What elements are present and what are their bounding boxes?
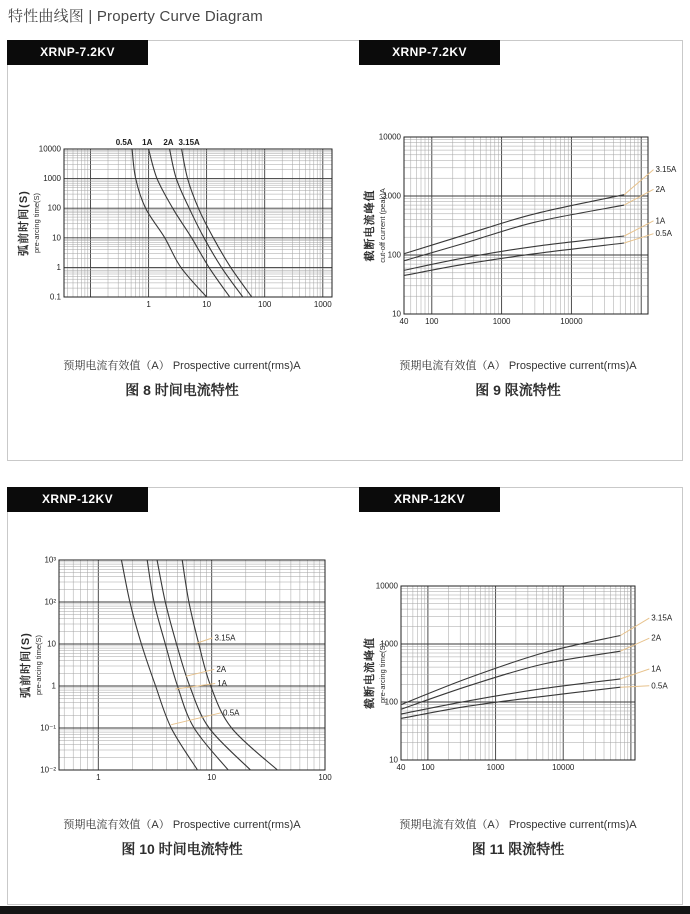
fig10-x-axis-label: 预期电流有效值（A） Prospective current(rms)A bbox=[63, 819, 301, 831]
svg-text:10000: 10000 bbox=[375, 581, 398, 591]
fig9-caption: 图 9 限流特性 bbox=[475, 382, 561, 398]
fig10-time-current-chart bbox=[13, 546, 347, 786]
fig11-x-axis-label: 预期电流有效值（A） Prospective current(rms)A bbox=[399, 819, 637, 831]
svg-text:100: 100 bbox=[387, 250, 401, 260]
fig9-cutoff-current-chart bbox=[359, 126, 685, 326]
svg-text:10000: 10000 bbox=[560, 317, 583, 326]
svg-text:1: 1 bbox=[51, 681, 56, 691]
fig8-x-axis-label: 预期电流有效值（A） Prospective current(rms)A bbox=[63, 360, 301, 372]
svg-text:1000: 1000 bbox=[492, 317, 511, 326]
svg-text:1000: 1000 bbox=[43, 174, 61, 184]
svg-text:pre-arcing time(S): pre-arcing time(S) bbox=[32, 192, 41, 254]
svg-text:100: 100 bbox=[421, 763, 435, 772]
model-badge-xrnp-7-2kv-left: XRNP-7.2KV bbox=[7, 40, 148, 65]
svg-text:pre-arcing time(S): pre-arcing time(S) bbox=[378, 642, 387, 704]
svg-text:100: 100 bbox=[47, 203, 61, 213]
svg-text:10: 10 bbox=[47, 639, 56, 649]
svg-text:弧前时间(S): 弧前时间(S) bbox=[20, 632, 32, 698]
svg-text:10: 10 bbox=[207, 773, 217, 782]
svg-text:pre-arcing time(S): pre-arcing time(S) bbox=[34, 634, 43, 696]
svg-text:10⁻²: 10⁻² bbox=[40, 765, 56, 775]
svg-text:10: 10 bbox=[52, 233, 61, 243]
fig11-caption: 图 11 限流特性 bbox=[471, 841, 565, 857]
model-badge-xrnp-12kv-left: XRNP-12KV bbox=[7, 487, 148, 512]
svg-text:2A: 2A bbox=[655, 184, 666, 194]
svg-text:1A: 1A bbox=[651, 664, 662, 674]
fig11-cutoff-current-chart bbox=[359, 579, 685, 784]
svg-text:10⁻¹: 10⁻¹ bbox=[40, 723, 56, 733]
svg-text:10: 10 bbox=[392, 309, 401, 319]
svg-text:3.15A: 3.15A bbox=[655, 165, 677, 175]
svg-text:截断电流峰值: 截断电流峰值 bbox=[364, 189, 376, 262]
panel-xrnp-12kv bbox=[7, 487, 683, 905]
svg-text:10000: 10000 bbox=[38, 144, 61, 154]
svg-text:100: 100 bbox=[258, 300, 272, 309]
svg-text:2A: 2A bbox=[163, 138, 174, 147]
panel-xrnp-7-2kv bbox=[7, 40, 683, 461]
svg-text:1: 1 bbox=[146, 300, 151, 309]
svg-text:2A: 2A bbox=[651, 633, 662, 643]
svg-text:1: 1 bbox=[56, 262, 61, 272]
svg-text:40: 40 bbox=[396, 763, 406, 772]
svg-text:10000: 10000 bbox=[552, 763, 575, 772]
svg-text:0.5A: 0.5A bbox=[223, 708, 240, 718]
svg-text:10³: 10³ bbox=[44, 555, 56, 565]
svg-text:10000: 10000 bbox=[378, 132, 401, 142]
svg-text:100: 100 bbox=[425, 317, 439, 326]
svg-text:0.1: 0.1 bbox=[49, 292, 61, 302]
fig9-x-axis-label: 预期电流有效值（A） Prospective current(rms)A bbox=[399, 360, 637, 372]
svg-text:10: 10 bbox=[202, 300, 212, 309]
svg-text:1000: 1000 bbox=[313, 300, 332, 309]
model-badge-xrnp-12kv-right: XRNP-12KV bbox=[359, 487, 500, 512]
svg-text:100: 100 bbox=[384, 697, 398, 707]
fig10-caption: 图 10 时间电流特性 bbox=[121, 841, 243, 857]
svg-text:1A: 1A bbox=[655, 216, 666, 226]
svg-text:0.5A: 0.5A bbox=[115, 138, 133, 147]
fig8-time-current-chart bbox=[13, 136, 343, 326]
svg-text:弧前时间(S): 弧前时间(S) bbox=[18, 190, 30, 256]
svg-text:0.5A: 0.5A bbox=[651, 681, 668, 691]
svg-text:0.5A: 0.5A bbox=[655, 229, 672, 239]
svg-text:1: 1 bbox=[96, 773, 101, 782]
svg-text:2A: 2A bbox=[216, 664, 227, 674]
svg-text:3.15A: 3.15A bbox=[651, 613, 673, 623]
page-title: 特性曲线图 | Property Curve Diagram bbox=[8, 8, 263, 25]
svg-text:cut-off current (peak)A: cut-off current (peak)A bbox=[378, 188, 387, 263]
svg-text:3.15A: 3.15A bbox=[214, 633, 236, 643]
svg-text:100: 100 bbox=[318, 773, 332, 782]
footer-bar bbox=[0, 906, 690, 914]
svg-text:截断电流峰值: 截断电流峰值 bbox=[364, 637, 376, 709]
svg-text:1000: 1000 bbox=[380, 639, 398, 649]
svg-text:1A: 1A bbox=[142, 138, 153, 147]
svg-text:1000: 1000 bbox=[383, 191, 401, 201]
fig8-caption: 图 8 时间电流特性 bbox=[125, 382, 239, 398]
svg-text:10: 10 bbox=[389, 755, 398, 765]
svg-text:1000: 1000 bbox=[486, 763, 505, 772]
svg-text:3.15A: 3.15A bbox=[178, 138, 200, 147]
svg-text:10²: 10² bbox=[44, 597, 56, 607]
svg-text:1A: 1A bbox=[217, 678, 228, 688]
model-badge-xrnp-7-2kv-right: XRNP-7.2KV bbox=[359, 40, 500, 65]
svg-text:40: 40 bbox=[399, 317, 409, 326]
